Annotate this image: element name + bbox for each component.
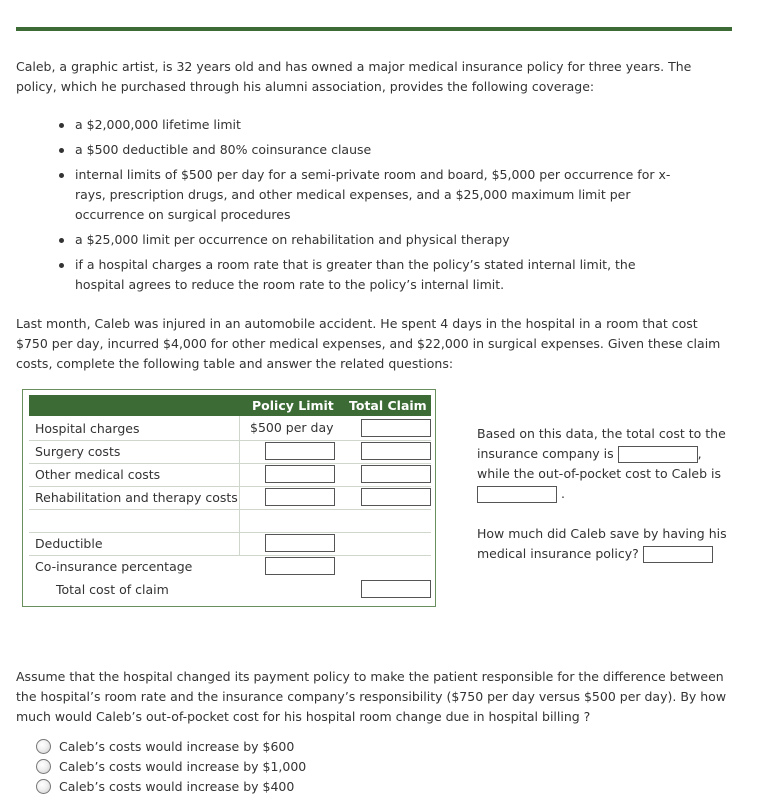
radio-button[interactable] <box>36 739 51 754</box>
hospital-total-claim-input[interactable] <box>361 419 431 437</box>
option-label: Caleb’s costs would increase by $1,000 <box>59 758 307 774</box>
coverage-item: a $500 deductible and 80% coinsurance clause <box>58 140 678 160</box>
row-divider <box>29 486 431 487</box>
row-divider <box>29 463 431 464</box>
coverage-item: internal limits of $500 per day for a semi-private room and board, $5,000 per occurrence for x-rays, prescription drugs, and other medical expenses, and a $25,000 maximum limit per occurrence on surgical procedures <box>58 165 678 225</box>
row-label-surgery: Surgery costs <box>35 444 121 459</box>
savings-question <box>477 524 727 564</box>
savings-question-text: How much did Caleb save by having his medical insurance policy? <box>477 526 727 561</box>
other-medical-policy-limit-input[interactable] <box>265 465 335 483</box>
story-paragraph: Last month, Caleb was injured in an automobile accident. He spent 4 days in the hospital in a room that cost $750 per day, incurred $4,000 for other medical expenses, and $22,000 in surgical expenses. Given these claim costs, complete the following table and answer the related questions: <box>16 316 721 371</box>
row-label-hospital: Hospital charges <box>35 421 140 436</box>
intro-paragraph: Caleb, a graphic artist, is 32 years old and has owned a major medical insurance policy for three years. The policy, which he purchased through his alumni association, provides the following coverage: <box>16 59 692 94</box>
coverage-item: a $25,000 limit per occurrence on rehabilitation and physical therapy <box>58 230 678 250</box>
option-label: Caleb’s costs would increase by $600 <box>59 738 295 754</box>
table-header-row <box>29 395 431 416</box>
surgery-total-claim-input[interactable] <box>361 442 431 460</box>
row-label-rehab: Rehabilitation and therapy costs <box>35 490 238 505</box>
radio-button[interactable] <box>36 759 51 774</box>
hospital-policy-limit: $500 per day <box>250 420 334 435</box>
coverage-item: if a hospital charges a room rate that is greater than the policy’s stated internal limit, the hospital agrees to reduce the room rate to the policy’s internal limit. <box>58 255 678 295</box>
coverage-list <box>58 115 678 300</box>
row-divider <box>29 532 431 533</box>
top-divider-bar <box>16 27 732 31</box>
option-label: Caleb’s costs would increase by $400 <box>59 778 295 794</box>
header-policy-limit: Policy Limit <box>252 398 334 413</box>
assume-paragraph: Assume that the hospital changed its payment policy to make the patient responsible for the difference between the hospital’s room rate and the insurance company’s responsibility ($750 per day versus $500 per day). By how much would Caleb’s out-of-pocket cost for his hospital room change due in hospital billing ? <box>16 669 727 724</box>
row-divider <box>29 440 431 441</box>
row-divider <box>29 555 431 556</box>
answer-option[interactable] <box>36 777 294 795</box>
comma: , <box>697 446 702 461</box>
row-label-total-claim: Total cost of claim <box>56 582 169 597</box>
answer-option[interactable] <box>36 757 306 775</box>
rehab-total-claim-input[interactable] <box>361 488 431 506</box>
cost-question-text-2: while the out-of-pocket cost to Caleb is <box>477 466 722 481</box>
claim-table <box>22 389 436 607</box>
other-medical-total-claim-input[interactable] <box>361 465 431 483</box>
row-label-other-medical: Other medical costs <box>35 467 161 482</box>
cost-question-text: Based on this data, the total cost to the insurance company is <box>477 426 726 461</box>
savings-input[interactable] <box>643 546 713 563</box>
insurance-cost-input[interactable] <box>618 446 698 463</box>
surgery-policy-limit-input[interactable] <box>265 442 335 460</box>
row-label-coinsurance: Co-insurance percentage <box>35 559 193 574</box>
header-total-claim: Total Claim <box>349 398 427 413</box>
row-label-deductible: Deductible <box>35 536 103 551</box>
out-of-pocket-input[interactable] <box>477 486 557 503</box>
coverage-item: a $2,000,000 lifetime limit <box>58 115 678 135</box>
period: . <box>560 486 565 501</box>
answer-option[interactable] <box>36 737 294 755</box>
deductible-input[interactable] <box>265 534 335 552</box>
coinsurance-input[interactable] <box>265 557 335 575</box>
total-cost-of-claim-input[interactable] <box>361 580 431 598</box>
rehab-policy-limit-input[interactable] <box>265 488 335 506</box>
row-divider <box>29 509 431 510</box>
radio-button[interactable] <box>36 779 51 794</box>
cost-question <box>477 424 727 504</box>
